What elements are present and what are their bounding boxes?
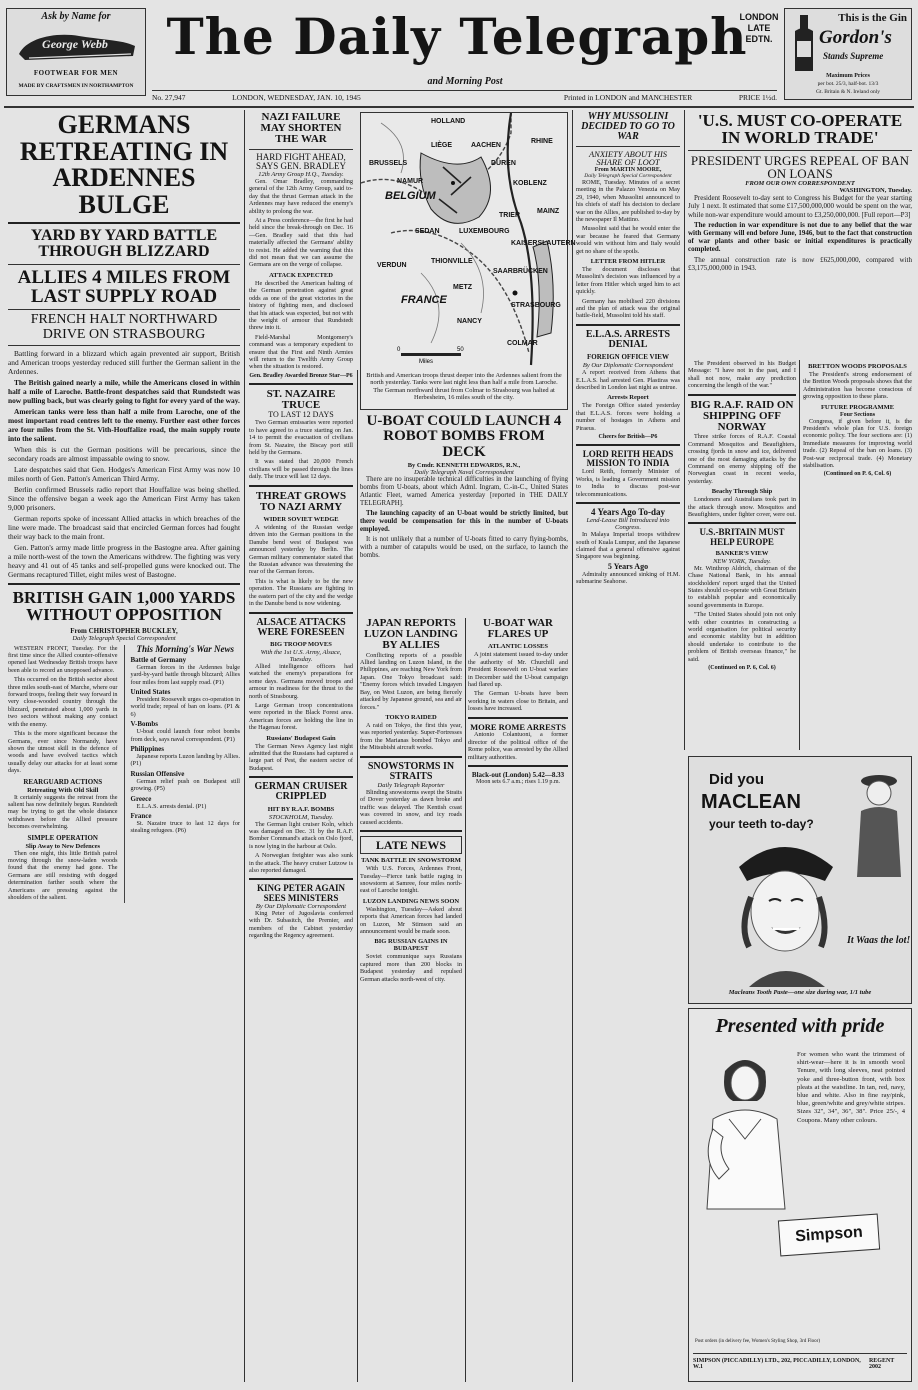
- column-rule: [684, 110, 685, 750]
- nazi-paragraph: At a Press conference—the first he had held since the break-through on Dec. 16—Gen. Bradley said that this had materially affected the Germans' ability to resist. He added the warning that this did not mean that we can assume the Germans are on the verge of collapse.: [249, 217, 353, 269]
- paper-title: The Daily Telegraph: [166, 7, 748, 66]
- map-label: NAMUR: [397, 178, 424, 185]
- map-scale-end: 50: [457, 347, 464, 353]
- late-news-subhead: TANK BATTLE IN SNOWSTORM: [361, 857, 461, 865]
- warnews-item-text: German forces in the Ardennes bulge yard-by-yard battle through blizzard; Allies four miles from last supply road. (P1): [130, 663, 240, 686]
- ad-simpson: [688, 1008, 912, 1382]
- warnews-item-text: E.L.A.S. arrests denial. (P1): [136, 802, 207, 810]
- gordons-price2: Gt. Britain & N. Ireland only: [815, 89, 880, 95]
- warnews-item-title: France: [130, 812, 152, 821]
- us-section: BRETTON WOODS PROPOSALS: [808, 363, 907, 370]
- nazi-paragraph: He described the American halting of the German penetration against great odds as one of the great victories in the history of fighting men, and disclosed that his attack was expected, but not with the weight of armour that Rundstedt threw into it.: [249, 279, 353, 332]
- maclean-q2: your teeth to-day?: [709, 817, 814, 831]
- ad-george-webb: [6, 8, 146, 96]
- alsace-headline: ALSACE ATTACKS WERE FORESEEN: [256, 616, 346, 638]
- mussolini-paragraph: ROME, Tuesday. Minutes of a secret meeting in the Palazzo Venezia on May 29, 1940, when Mussolini announced to his chiefs of staff his decision to declare war on the Allies, are published to-day by the newspaper Il Mattino.: [576, 178, 680, 223]
- elas-paragraph: The Foreign Office stated yesterday that E.L.A.S. forces were holding a number of hostages in Athens and Piraeus.: [576, 402, 680, 432]
- column-2: [249, 112, 353, 1382]
- us-paragraph: The President's strong endorsement of the Bretton Woods proposals shows that the Administration has become conscious of growing opposition to these plans.: [803, 371, 912, 401]
- map-label: SAARBRÜCKEN: [493, 268, 548, 275]
- japan-subhead: TOKYO RAIDED: [385, 713, 437, 721]
- map-scale-zero: 0: [397, 347, 401, 353]
- elas-subhead-2: Arrests Report: [607, 394, 649, 402]
- uwar-subhead: ATLANTIC LOSSES: [487, 643, 549, 651]
- map-scale-unit: Miles: [419, 359, 434, 365]
- british-paragraph: It certainly suggests the retreat from the salient has now definitely begun. Rundstedt may be trying to get the whole distance withdrawn before the Allied pressure becomes overwhelming.: [8, 793, 118, 831]
- uboat-paragraph: There are no insuperable technical difficulties in the launching of flying bombs from U-boats, about which Adml. Ingram, C.-in-C., United States Atlantic Fleet, warned America yesterday [reported in THE DAILY TELEGRAPH].: [360, 475, 568, 507]
- peter-paragraph: King Peter of Jugoslavia conferred with Dr. Subasitch, the Premier, and members of the Cabinet yesterday regarding the Regency agreement.: [249, 909, 353, 939]
- british-subhead-2: Slip Away to New Defences: [25, 842, 101, 850]
- warnews-item-text: U-boat could launch four robot bombs from deck, says naval correspondent. (P1): [130, 728, 240, 743]
- alsace-byline: With the 1st U.S. Army, Alsace, Tuesday.: [260, 648, 342, 663]
- lead-paragraph: The British gained nearly a mile, while the Americans closed in within half a mile of Laroche. Battle-front despatches said that Rundstedt was now pulling back, but was clearly going to fight for every yard of the way.: [8, 377, 240, 405]
- soldier-figure: [851, 767, 907, 877]
- japan-headline: JAPAN REPORTS LUZON LANDING BY ALLIES: [364, 617, 458, 652]
- alsace-subhead: BIG TROOP MOVES: [270, 640, 332, 648]
- mussolini-section: LETTER FROM HITLER: [590, 257, 666, 265]
- cruiser-paragraph: A Norwegian freighter was also sunk in the attack. The heavy cruiser Lutzow is also reported damaged.: [249, 852, 353, 874]
- nazi-subhead: HARD FIGHT AHEAD, SAYS GEN. BRADLEY: [256, 151, 346, 171]
- lead-paragraph: American tanks were less than half a mile from Laroche, one of the most important road centres left to the enemy. Further east other forces are four miles from the St. Vith-Houffalize road, the main supply route into the salient.: [8, 406, 240, 443]
- warnews-item-title: Greece: [130, 794, 152, 803]
- british-subhead: REARGUARD ACTIONS: [23, 777, 103, 786]
- alsace-paragraph: Large German troop concentrations were reported in the Black Forest area. American forces are holding the line in the Hagenau forest.: [249, 701, 353, 732]
- five-years-paragraph: Admiralty announced sinking of H.M. submarine Seahorse.: [576, 570, 680, 586]
- shoe-logo: [15, 26, 139, 66]
- late-news-subhead: BIG RUSSIAN GAINS IN BUDAPEST: [374, 938, 448, 953]
- woman-portrait: [729, 837, 839, 987]
- lead-paragraph: Late despatches said that Gen. Hodges's American First Army was now 10 miles north of Gen. Patton's American Third Army.: [8, 464, 240, 483]
- late-news-paragraph: Washington, Tuesday—Asked about reports that American forces had landed on Luzon, Mr Stimson said an announcement would be made soon.: [360, 905, 462, 936]
- gin-bottle-icon: [791, 15, 817, 73]
- map-label: HOLLAND: [431, 118, 466, 125]
- mussolini-headline: WHY MUSSOLINI DECIDED TO GO TO WAR: [581, 111, 675, 143]
- rome-paragraph: Antonio Colantuoni, a former director of the political office of the Rome police, was arrested by the Allied military authorities.: [468, 731, 568, 761]
- peter-byline: By Our Diplomatic Correspondent: [255, 902, 347, 910]
- raf-headline: BIG R.A.F. RAID ON SHIPPING OFF NORWAY: [690, 398, 794, 434]
- usbr-cont: (Continued on P. 6, Col. 6): [708, 664, 776, 671]
- us-section-2: FUTURE PROGRAMME: [820, 403, 895, 411]
- mussolini-subhead: ANXIETY ABOUT HIS SHARE OF LOOT: [588, 148, 668, 168]
- map-label: STRASBOURG: [511, 302, 561, 309]
- us-cont: (Continued on P. 6, Col. 6): [823, 471, 892, 478]
- edition-line: LONDON: [739, 12, 779, 22]
- map-label: KOBLENZ: [513, 180, 547, 187]
- us-headline: 'U.S. MUST CO-OPERATE IN WORLD TRADE': [697, 111, 903, 148]
- us-paragraph: The reduction in war expenditure is not due to any belief that the war with Germany will end before June, 1946, but to the fact that construction of war plants and other basic or initial expenditures is practically completed.: [688, 220, 912, 254]
- column-rule: [244, 110, 245, 1382]
- map-label: BELGIUM: [385, 190, 436, 202]
- late-news-paragraph: Soviet communique says Russians captured more than 200 blocks in Budapest yesterday and repulsed German attacks north-west of city.: [360, 953, 462, 983]
- threat-paragraph: A widening of the Russian wedge driven into the German positions in the Danube bend west of Budapest was announced yesterday by Berlin. The German military commentator stated that the Russian advance was threatening the rear of the German forces.: [249, 524, 353, 576]
- usbr-subhead: BANKER'S VIEW: [715, 549, 769, 557]
- warnews-item-text: Japanese reports Luzon landing by Allies. (P1): [130, 753, 240, 768]
- simpson-tag: Post orders (in delivery fee, Women's Styling Shop, 3rd Floor): [695, 1339, 820, 1344]
- subtitle-morning-post: and Morning Post: [427, 76, 503, 87]
- mussolini-paragraph: Germany has mobilised 220 divisions and the plan of attack was the original battle-field, Mussolini told his staff.: [576, 297, 680, 320]
- map-label: BRUSSELS: [369, 160, 408, 167]
- column-rule: [799, 360, 800, 750]
- mussolini-paragraph: Mussolini said that he would enter the war because he feared that Germany would win without him and Italy would get no share of the spoils.: [576, 225, 680, 255]
- ad-maclean: [688, 756, 912, 1004]
- elas-ref: Cheers for British—P6: [598, 434, 658, 440]
- column-rule: [465, 618, 466, 1382]
- late-news-paragraph: With U.S. Forces, Ardennes Front, Tuesday—Fierce tank battle raging in snowstorm at Samree, four miles north-east of Laroche tonight.: [360, 865, 462, 895]
- ad-brand: George Webb: [42, 37, 108, 51]
- ad-footer: MADE BY CRAFTSMEN IN NORTHAMPTON: [18, 83, 134, 89]
- map-label: MAINZ: [537, 208, 560, 215]
- map-label: NANCY: [457, 318, 482, 325]
- british-subhead-2: Retreating With Old Skill: [27, 786, 99, 794]
- cruiser-byline: STOCKHOLM, Tuesday.: [268, 813, 334, 821]
- column-rule: [572, 110, 573, 1382]
- column-rule: [357, 370, 358, 1382]
- simpson-headline: Presented with pride: [715, 1015, 885, 1037]
- simpson-brand-box: [778, 1214, 880, 1257]
- simpson-figure: [699, 1049, 791, 1209]
- map-svg: [361, 113, 576, 365]
- ardennes-map: [360, 112, 576, 410]
- lead-paragraph: Gen. Patton's army made little progress in the Bastogne area. After gaining a mile north-west of the town the Americans withdrew. The fighting was very heavy and 41 out of 45 tanks and self-propelled guns were knocked out. The Germans recaptured Tillet, eight miles west of Bastogne.: [8, 542, 240, 579]
- mussolini-column: [576, 112, 680, 1382]
- warnews-item-title: Battle of Germany: [130, 655, 187, 664]
- raf-subhead: Beachy Through Ship: [711, 488, 773, 496]
- us-paragraph: Congress, if given before it, is the President's whole plan for U.S. foreign economic policy. The four sections are: (1) Immediate measures for improving world trade. (2) Repeal of the ban on loans. (3) Post-war reciprocal trade. (4) Monetary stabilisation.: [803, 417, 912, 470]
- us-paragraph: President Roosevelt to-day sent to Congress his Budget for the year starting July 1 next. It estimated that some £17,500,000,000 would be spent on the war, while non-war expenditure would amount to £3,250,000,000. [Full report—P3]: [688, 194, 912, 219]
- japan-column: [360, 618, 462, 1382]
- dateline: LONDON, WEDNESDAY, JAN. 10, 1945: [232, 93, 361, 102]
- moon-times: Moon sets 6.7 a.m.; rises 1.19 p.m.: [476, 778, 560, 785]
- map-label: THIONVILLE: [431, 258, 473, 265]
- threat-headline: THREAT GROWS TO NAZI ARMY: [255, 489, 347, 513]
- british-byline-2: Daily Telegraph Special Correspondent: [72, 634, 176, 642]
- maclean-slogan: It Waas the lot!: [847, 935, 911, 946]
- lead-headline: GERMANS RETREATING IN ARDENNES BULGE: [19, 110, 229, 219]
- uboat-byline: By Cmdr. KENNETH EDWARDS, R.N.,: [407, 461, 521, 469]
- edition-box: [736, 12, 782, 45]
- british-byline: From CHRISTOPHER BUCKLEY,: [70, 626, 178, 635]
- threat-paragraph: This is what is likely to be the new operation. The Russians are fighting in the eastern part of the city and the wedge in the Danube bend is now widening.: [249, 577, 353, 608]
- british-paragraph: This occurred on the British sector about three miles south-east of Marche, where our forward troops, feeling their way forward in very close-wooded country through the blizzard, penetrated about 1,000 yards in two sectors without making any contact with the enemy.: [8, 676, 118, 728]
- uboat-headline: U-BOAT COULD LAUNCH 4 ROBOT BOMBS FROM DECK: [366, 413, 562, 460]
- map-label: TRIER: [499, 212, 520, 219]
- mussolini-paragraph: The document discloses that Mussolini's decision was influenced by a letter from Hitler which urged him to act quickly.: [576, 265, 680, 296]
- uboat-paragraph: It is not unlikely that a number of U-boats fitted to carry flying-bombs, with a number of catapults would be used, on the surface, to launch the bombs.: [360, 535, 568, 559]
- british-headline: BRITISH GAIN 1,000 YARDS WITHOUT OPPOSITION: [12, 587, 236, 625]
- map-label: FRANCE: [401, 294, 447, 306]
- warnews-list: [131, 656, 241, 835]
- four-years-subhead: Lend-Lease Bill Introduced into Congress.: [586, 517, 670, 532]
- gordons-label: Maximum Prices: [826, 73, 870, 79]
- warnews-item-text: German relief push on Budapest still growing. (P5): [130, 777, 240, 793]
- uboat-byline-2: Daily Telegraph Naval Correspondent: [414, 468, 514, 476]
- uwar-headline: U-BOAT WAR FLARES UP: [483, 617, 553, 641]
- masthead-rule: [4, 106, 914, 108]
- edition-line: LATE: [747, 23, 771, 33]
- us-story: [688, 112, 912, 356]
- snow-headline: SNOWSTORMS IN STRAITS: [367, 760, 455, 782]
- map-label: COLMAR: [507, 340, 538, 347]
- peter-headline: KING PETER AGAIN SEES MINISTERS: [256, 883, 345, 903]
- map-label: RHINE: [531, 138, 553, 145]
- edition-line: EDTN.: [745, 34, 773, 44]
- maclean-brand: MACLEAN: [701, 791, 801, 813]
- uwar-paragraph: A joint statement issued to-day under the authority of Mr. Churchill and President Roosevelt on U-boat warfare in December said the U-boat campaign had flared up.: [468, 651, 568, 689]
- dateline-bar: [152, 90, 777, 104]
- lead-subhead-1: YARD BY YARD BATTLE THROUGH BLIZZARD: [30, 227, 218, 261]
- warnews-heading: This Morning's War News: [136, 643, 234, 654]
- printed-line: Printed in LONDON and MANCHESTER: [563, 93, 693, 102]
- elas-byline: By Our Diplomatic Correspondent: [582, 362, 674, 370]
- japan-paragraph: A raid on Tokyo, the first this year, was reported yesterday. Super-Fortresses from the Marianas bombed Tokyo and the Mitsubishi aircraft works.: [360, 721, 462, 752]
- five-years-headline: 5 Years Ago: [607, 561, 649, 571]
- japan-paragraph: Conflicting reports of a possible Allied landing on Luzon Island, in the Philippines, are reaching New York from Japan. One Tokyo broadcast said: "Enemy forces which invaded Lingayen Bay, on West Luzon, are being fiercely attacked by Japanese ground, sea and air forces.": [360, 651, 462, 711]
- raf-column: [688, 360, 796, 750]
- map-label: METZ: [453, 284, 473, 291]
- nazi-paragraph: Field-Marshal Montgomery's command was a temporary expedient to ensure that the First and Ninth Armies will return to the Twelfth Army Group when the situation is restored.: [249, 333, 353, 371]
- usbr-byline: NEW YORK, Tuesday.: [713, 557, 771, 565]
- british-paragraph: Then one night, this little British patrol moving through the snow-laden woods found that the enemy had gone. The Germans are still resisting with dogged determination farther south where the Americans are pressing against the shoulders of the salient.: [8, 849, 118, 901]
- nazi-byline: 12th Army Group H.Q., Tuesday.: [258, 171, 344, 178]
- british-subhead: SIMPLE OPERATION: [27, 833, 98, 842]
- ad-gordons: [784, 8, 912, 100]
- four-years-paragraph: In Malaya Imperial troops withdrew south of Kuala Lumpur, and the Japanese claimed that a general offensive against Singapore was beginning.: [576, 531, 680, 561]
- price: PRICE 1½d.: [738, 93, 777, 102]
- map-label: LUXEMBOURG: [459, 228, 510, 235]
- map-label: AACHEN: [471, 142, 501, 149]
- four-years-headline: 4 Years Ago To-day: [591, 506, 665, 517]
- gordons-brand: Gordon's: [819, 27, 892, 48]
- elas-headline: E.L.A.S. ARRESTS DENIAL: [585, 328, 671, 350]
- raf-paragraph: Londoners and Australians took part in the attack through snow. Mosquitos and Beaufighters, under fighter cover, were out.: [688, 496, 796, 518]
- late-news-headline: LATE NEWS: [360, 836, 462, 854]
- ad-tag: FOOTWEAR FOR MEN: [33, 69, 119, 77]
- british-paragraph: WESTERN FRONT, Tuesday. For the first time since the Allied counter-offensive opened last Wednesday British troops have been able to record an unopposed advance.: [8, 644, 118, 674]
- map-label: SEDAN: [415, 228, 440, 235]
- simpson-body: For women who want the trimmest of shirt-wear—here it is in smooth wool Tenure, with long sleeves, neat pointed yoke and three-button front, with box pleats at the waistline. In tan, red, navy, blue and white. Also in fine ray/pink, blue, green/white and grey/white stripes. Sizes 32", 34", 36", 38". Price 25/-, 4 Coupons. Many other colours.: [797, 1051, 905, 1124]
- warnews-item-title: Philippines: [130, 745, 164, 754]
- nazaire-paragraph: It was stated that 20,000 French civilians will be passed through the lines daily. The truce will last 12 days.: [249, 458, 353, 481]
- nazi-ref: Gen. Bradley Awarded Bronze Star—P6: [249, 372, 353, 379]
- masthead: [0, 0, 918, 106]
- map-scale-bar: [397, 347, 464, 365]
- map-label: DÜREN: [491, 160, 516, 167]
- warnews-item-text: President Roosevelt urges co-operation in world trade; repeal of ban on loans. (P1 & 6): [130, 696, 240, 718]
- map-label: KAISERSLAUTERN: [511, 240, 576, 247]
- nazi-headline: NAZI FAILURE MAY SHORTEN THE WAR: [260, 111, 342, 146]
- us-subhead: PRESIDENT URGES REPEAL OF BAN ON LOANS: [690, 152, 910, 181]
- cruiser-paragraph: The German light cruiser Koln, which was damaged on Dec. 31 by the R.A.F. Bomber Command's attack on Oslo fjord, is now lying in the harbour at Oslo.: [249, 820, 353, 850]
- warnews-item-text: St. Nazaire truce to last 12 days for stealing refugees. (P6): [130, 820, 240, 835]
- warnews-item-title: V-Bombs: [130, 720, 158, 729]
- snow-byline: Daily Telegraph Reporter: [377, 781, 445, 789]
- usbr-headline: U.S.-BRITAIN MUST HELP EUROPE: [699, 527, 785, 547]
- us-paragraph: The President observed in his Budget Message: "I have not in the past, and I shall not now, make any prediction concerning the length of the war.": [688, 360, 796, 390]
- issue-number: No. 27,947: [152, 93, 186, 102]
- gordons-tag: Stands Supreme: [823, 51, 884, 61]
- raf-paragraph: Three strike forces of R.A.F. Coastal Command Mosquitos and Beaufighters, crossing fjords in snow and ice, delivered one of the most damaging attacks by the Command on enemy shipping off the Norwegian coast in recent weeks, yesterday.: [688, 433, 796, 485]
- late-news-subhead: LUZON LANDING NEWS SOON: [362, 897, 460, 905]
- uwar-paragraph: The German U-boats have been working in waters close to Britain, and losses have increased.: [468, 690, 568, 713]
- mussolini-byline-2: Daily Telegraph Special Correspondent: [584, 172, 672, 179]
- blackout-times: Black-out (London) 5.42—8.33: [471, 770, 565, 779]
- map-label: LIÈGE: [431, 142, 453, 149]
- lead-subhead-2: ALLIES 4 MILES FROM LAST SUPPLY ROAD: [17, 266, 231, 308]
- threat-subhead: WIDER SOVIET WEDGE: [263, 516, 339, 524]
- uboat-story: [360, 414, 568, 614]
- simpson-footer: [693, 1353, 907, 1370]
- usbr-paragraph: Mr. Winthrop Aldrich, chairman of the Chase National Bank, in his annual stockholders' report urged that the United States should co-operate with Great Britain to establish popular and economically sound governments in Europe.: [688, 564, 796, 609]
- mussolini-byline: From MARTIN MOORE,: [594, 166, 662, 173]
- usbr-paragraph: "The United States should join not only with other countries in constructing a world organisation for political security and economic stability but in addition should undertake to contribute to the problem of British overseas finance," he said.: [688, 611, 796, 663]
- nazaire-paragraph: Two German emissaries were reported to have agreed to a truce starting on Jan. 14 to permit the evacuation of civilians from St. Nazaire, the Biscay port still held by the Germans.: [249, 419, 353, 456]
- budapest-paragraph: The German News Agency last night admitted that the Russians had captured a large part of Pest, the eastern sector of Budapest.: [249, 742, 353, 772]
- map-caption: British and American troops thrust deeper into the Ardennes salient from the north yesterday. Tanks were last night less than half a mile from Laroche. The German northward thrust from Colmar to Strasbourg was halted at Herbesheim, 16 miles south of the city.: [366, 372, 562, 402]
- nazaire-subhead: TO LAST 12 DAYS: [268, 410, 334, 420]
- lead-paragraph: Berlin confirmed Brussels radio report that Houffalize was being shelled. Since the offensive began a week ago the American First Army has taken 9,000 prisoners.: [8, 484, 240, 512]
- lead-paragraph: Battling forward in a blizzard which again prevented air support, British and American troops yesterday reduced still further the German salient in the Ardennes.: [8, 348, 240, 376]
- maclean-foot: Macleans Tooth Paste—one size during war, 1/1 tube: [728, 989, 872, 996]
- bretton-column: [803, 360, 912, 750]
- elas-paragraph: A report received from Athens that E.L.A.S. had arrested Gen. Plastiras was described in London last night as untrue.: [576, 369, 680, 391]
- warnews-item-title: United States: [130, 688, 171, 697]
- nazi-paragraph: Gen. Omar Bradley, commanding general of the 12th Army Group, said to-day that the thrust German attack in the Ardennes may have reduced the enemy's ability to prolong the war.: [249, 178, 353, 215]
- reith-headline: LORD REITH HEADS MISSION TO INDIA: [582, 449, 674, 469]
- british-paragraph: This is the more significant because the Germans, ever since Normandy, have shown the utmost skill in the defence of woods and have evolved tactics which usually delay our attacks for at least some days.: [8, 730, 118, 775]
- reith-paragraph: Lord Reith, formerly Minister of Works, is leading a Government mission to India to discuss post-war telecommunications.: [576, 468, 680, 498]
- warnews-item-title: Russian Offensive: [130, 769, 185, 778]
- center-right-column: [468, 618, 568, 1382]
- simpson-phone: REGENT 2002: [868, 1358, 895, 1370]
- nazaire-headline: ST. NAZAIRE TRUCE: [266, 387, 336, 411]
- lead-paragraph: German reports spoke of incessant Allied attacks in which breaches of the line were made. The broadcast said that encircled German forces had fought their way back to the main front.: [8, 513, 240, 541]
- elas-subhead: FOREIGN OFFICE VIEW: [587, 353, 669, 362]
- alsace-paragraph: Allied intelligence officers had watched the enemy's preparations for some days. Germans moved troops and armour in readiness for the thrust to the north of Strasbourg.: [249, 662, 353, 700]
- rome-headline: MORE ROME ARRESTS: [470, 721, 566, 732]
- lead-column: [8, 112, 240, 1382]
- lead-paragraph: When this is cut the German positions will be precarious, since the secondary roads are almost impassable owing to snow.: [8, 444, 240, 463]
- map-label: VERDUN: [377, 262, 407, 269]
- us-paragraph: The annual construction rate is now £625,000,000, compared with £3,175,000,000 in 1943.: [688, 255, 912, 272]
- maclean-q1: Did you: [709, 771, 764, 788]
- lead-subhead-3: FRENCH HALT NORTHWARD DRIVE ON STRASBOURG: [30, 312, 218, 342]
- ad-ask-text: Ask by Name for: [41, 11, 111, 22]
- us-section-2b: Four Sections: [839, 411, 876, 418]
- uboat-paragraph: The launching capacity of an U-boat would be strictly limited, but there would be compensation for this in the number of U-boats employed.: [360, 509, 568, 533]
- us-byline: FROM OUR OWN CORRESPONDENT: [745, 180, 855, 188]
- gordons-line1: This is the Gin: [838, 12, 907, 24]
- cruiser-headline: GERMAN CRUISER CRIPPLED: [254, 781, 348, 803]
- cruiser-subhead: HIT BY R.A.F. BOMBS: [267, 805, 335, 813]
- nazi-section: ATTACK EXPECTED: [269, 271, 333, 279]
- simpson-brand: Simpson: [794, 1223, 864, 1246]
- snow-paragraph: Blinding snowstorms swept the Straits of Dover yesterday as dawn broke and traffic was delayed. The Kentish coast was covered in snow, and icy roads caused accidents.: [360, 788, 462, 826]
- budapest-subhead: Russians' Budapest Gain: [266, 734, 336, 742]
- gordons-price1: per bot. 25/3, half-bot. 13/3: [817, 81, 879, 87]
- simpson-address: SIMPSON (PICCADILLY) LTD., 202, PICCADILLY, LONDON, W.1: [693, 1358, 861, 1370]
- us-byline-2: WASHINGTON, Tuesday.: [839, 187, 912, 195]
